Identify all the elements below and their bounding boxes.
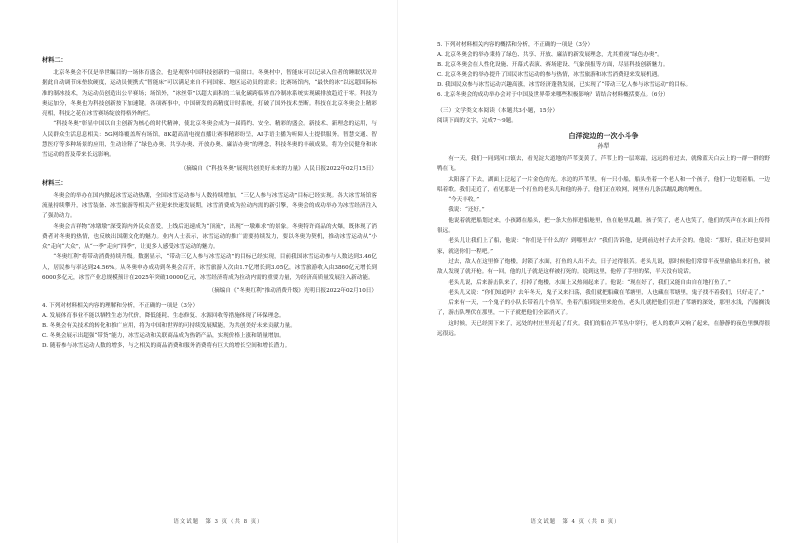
paragraph: 北京冬奥会不仅是举世瞩目的一场体育盛会，也是观察中国科技创新的一扇窗口。冬奥村中，智能床可以记录入住者的睡眠状况并据此自动调节床垫软硬度，运动员便携式“智能床”可以满足来自不同国家、地区运动员的需求；比赛场馆内，“最快的冰”以远超国际标准的制冰技术，为运动员创造出公平赛场；场馆外，“冰丝带”以超大面积的二氧化碳跨临界直冷制冰系统实现碳排放趋近于零。科技为奥运加分，冬奥也为科技创新按下加速键。各项赛事中，中国研发的高精度计时系统，打破了国外技术垄断。科技在北京冬奥会上精彩亮相，科技之花在冰雪赛场绽放得格外绚烂。 <box>42 70 377 118</box>
story-title: 白洋淀边的一次小斗争 <box>568 131 639 140</box>
question-4-option-b: B. 冬奥会有关技术的转化和推广应用，将为中国和世界的可持续发展赋能，为共创美好未来贡献力量。 <box>42 323 296 330</box>
paragraph: 过去，敌人在这里修了炮楼，封锁了水面，打鱼的人出不去，日子过得很苦。老头儿说，那时候他们常常半夜里偷偷出来打鱼，被敌人发现了就开枪。有一回，他的儿子就是这样被打死的。说到这里，他停了手里的桨，半天没有说话。 <box>437 258 770 276</box>
paragraph: 有一天，我们一同到河口镇去，看见淀大道地的芦苇变黄了，芦苇上的一层寒霜，远远的看过去，就像蓝天白云上的一群一群的野鸭在飞。 <box>437 156 770 173</box>
material-2-source: （摘编自《“科技冬奥”展现共创美好未来的力量》人民日报2022年02月15日） <box>180 165 377 172</box>
paragraph: 老头儿又说：“你们知道吗？去年冬天，鬼子又来扫荡，我们就把船藏在苇塘里，人也藏在苇塘里，鬼子找不着我们，只好走了。” <box>448 289 765 296</box>
question-4-option-d: D. 随着参与冰雪运动人数的增多，与之相关的商品消费和服务消费将有巨大的增长空间和增长潜力。 <box>42 343 291 350</box>
section-instructions: 阅读下面的文字，完成7～9题。 <box>437 118 517 124</box>
question-5-option-d: D. 我国民众参与冰雪运动兴趣高涨，冰雪经济蓬勃发展，已实现了“带动三亿人参与冰雪运动”的目标。 <box>437 82 692 88</box>
paragraph: 老头儿让我们上了船，他说：“你们是干什么的？到哪里去？”我们告诉他，是到前边村子去开会的。他说：“那好，我正好也要回家，就送你们一程吧。” <box>437 238 770 255</box>
material-3-source: （摘编自《“冬奥红利”推动消费升级》光明日报2022年02月10日） <box>208 288 377 295</box>
question-5-option-c: C. 北京冬奥会的举办提升了国民冰雪运动的参与热情，冰雪旅游和冰雪消费迎来发展机遇。 <box>437 72 663 78</box>
material-2-body <box>42 68 377 161</box>
paragraph: 冬奥会的举办在国内掀起冰雪运动热潮，全国冰雪运动参与人数持续增加，“三亿人参与冰雪运动”目标已经实现。各大冰雪场馆客流量持续攀升，冰雪装备、冰雪旅游等相关产业迎来快速发展期，冰雪消费成为拉动内需的新引擎，冬奥会的成功举办为冰雪经济注入了强劲动力。 <box>42 192 377 220</box>
paragraph: 后来有一天，一个鬼子的小队长带着几个伪军，坐着汽船到淀里来抢鱼，老头儿就把他们引进了苇塘的深处，那里水浅，汽船搁浅了，游击队埋伏在那里，一下子就把他们全部消灭了。 <box>437 300 770 317</box>
paragraph: 他说着就把船划过来，小孩蹲在船头，把一条大鱼摔进船舱里，鱼在舱里乱蹦。孩子笑了，老人也笑了，他们的笑声在水面上传得很远。 <box>437 217 770 235</box>
page-right <box>397 0 794 543</box>
section-heading: （三）文学类文本阅读（本题共3小题，15分） <box>437 108 559 114</box>
question-5-option-a: A. 北京冬奥会的举办秉持了绿色、共享、开放、廉洁的新发展理念，尤其重视“绿色办奥”。 <box>437 52 663 58</box>
question-4-option-c: C. 冬奥会展示出超强“带货”能力，冰雪运动和关联商品成为热销产品，实现价格上涨和销量增加。 <box>42 333 285 340</box>
question-6-stem: 6. 北京冬奥会的成功举办会对于中国及世界带来哪些积极影响？请结合材料概括要点。（6分） <box>437 92 669 98</box>
material-3-body <box>42 191 377 284</box>
question-5-stem: 5. 下列对材料相关内容的概括和分析，不正确的一项是（3分） <box>437 42 594 48</box>
paragraph: 老头儿说，后来游击队来了，打掉了炮楼，水面上又热闹起来了。他说：“现在好了，我们又能自由自在地打鱼了。” <box>448 279 731 286</box>
material-2-heading: 材料二： <box>42 57 67 64</box>
question-4-option-a: A. 发展体育事业不能以牺牲生态为代价，降低能耗、生态修复、水源回收等措施体现了环保理念。 <box>42 313 285 320</box>
paragraph: 我说：“还好。” <box>448 207 485 214</box>
page-footer-left: 语文试题 第 3 页（共 8 页） <box>173 519 264 525</box>
paragraph: “今天丰收。” <box>448 197 480 204</box>
paragraph: “科技冬奥”彰显中国以自主创新为核心的时代精神，使北京冬奥会成为一届简约、安全、精彩的盛会。新技术、新理念的运用，与人民群众生活息息相关：5G网络覆盖所有场馆，8K超高清电视直播让赛事精彩纷呈，AI手语主播为听障人士提供服务。智慧交通、智慧医疗等多种场景的应用，生动诠释了“绿色办奥、共享办奥、开放办奥、廉洁办奥”的理念，科技冬奥的丰硕成果，将为全民健身和冰雪运动的普及带来长远影响。 <box>42 121 377 159</box>
paragraph: “冬奥红利”将带动消费持续升级。数据显示，“带动三亿人参与冰雪运动”的目标已经实现，目前我国冰雪运动参与人数达到3.46亿人，居民参与率达到24.56%。从冬奥申办成功到冬奥会召开，冰雪旅游人次由1.7亿增长到3.05亿，冰雪旅游收入由3860亿元增长到6000多亿元，冰雪产业总规模预计在2025年突破10000亿元，冰雪经济将成为拉动内需的重要力量，为经济高质量发展注入新动能。 <box>42 254 377 282</box>
paragraph: 这时候，天已经黑下来了，远处的村庄里亮起了灯火。我们的船在芦苇丛中穿行，老人的歌声又响了起来，在静静的夜色里飘得很远很远。 <box>437 320 770 338</box>
paragraph: 太阳落了下去，湖面上泛起了一片金色的光。水边的芦苇里，有一只小船，船头坐着一个老人和一个孩子，他们一边划着船，一边唱着歌。我们走近了，看见那是一个打鱼的老头儿和他的孙子，他们正在收网，网里有几条活蹦乱跳的鲤鱼。 <box>437 176 770 193</box>
question-5-option-b: B. 北京冬奥会在人性化设施、开幕式表演、赛场建设、气象预报等方面，尽显科技创新魅力。 <box>437 62 669 68</box>
story-body <box>437 154 770 339</box>
material-3-heading: 材料三： <box>42 179 67 187</box>
paragraph: 冬奥会吉祥物“冰墩墩”深受海内外民众喜爱，上线后迅速成为“顶流”，出现“一墩难求”的景象。冬奥特许商品的火爆，既体现了消费者对冬奥的热情，也反映出国潮文化的魅力。业内人士表示，冰雪运动的推广需要持续发力，要以冬奥为契机，推动冰雪运动从“小众”走向“大众”，从“一季”走向“四季”，让更多人感受冰雪运动的魅力。 <box>42 223 377 251</box>
question-4-stem: 4. 下列对材料相关内容的理解和分析，不正确的一项是（3分） <box>42 303 199 310</box>
story-author: 孙犁 <box>597 143 610 150</box>
page-footer-right: 语文试题 第 4 页（共 8 页） <box>530 519 621 525</box>
